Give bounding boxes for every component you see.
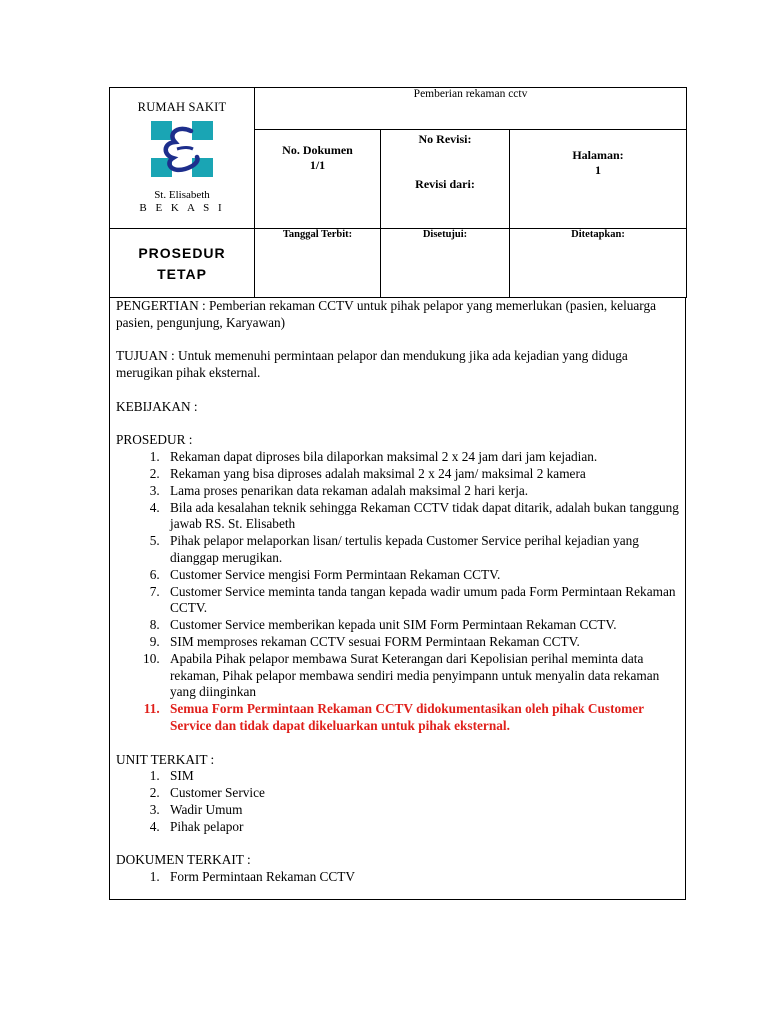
revision-cell xyxy=(381,129,510,228)
prosedur-item: 2. Rekaman yang bisa diproses adalah maksimal 2 x 24 jam/ maksimal 2 kamera xyxy=(163,466,680,483)
dokumen-label: DOKUMEN TERKAIT : xyxy=(116,852,251,868)
unit-item: 3. Wadir Umum xyxy=(163,802,680,819)
procedure-body xyxy=(109,298,686,900)
procedure-title-line2: TETAP xyxy=(157,266,207,282)
unit-item: 1. SIM xyxy=(163,768,680,785)
procedure-title-cell xyxy=(110,229,255,298)
prosedur-item: 6. Customer Service mengisi Form Permintaan Rekaman CCTV. xyxy=(163,567,680,584)
dokumen-list xyxy=(116,869,680,886)
header-table xyxy=(109,87,687,298)
unit-item: 4. Pihak pelapor xyxy=(163,819,680,836)
prosedur-item: 1. Rekaman dapat diproses bila dilaporkan maksimal 2 x 24 jam dari jam kejadian. xyxy=(163,449,680,466)
document-title: Pemberian rekaman cctv xyxy=(255,88,687,130)
kebijakan-label: KEBIJAKAN : xyxy=(116,398,198,414)
unit-label: UNIT TERKAIT : xyxy=(116,751,215,767)
prosedur-label: PROSEDUR : xyxy=(116,432,193,448)
doc-number-label: No. Dokumen xyxy=(282,142,353,157)
page-cell xyxy=(510,129,687,228)
pengertian-text: PENGERTIAN : Pemberian rekaman CCTV untuk pihak pelapor yang memerlukan (pasien, keluarga pasien, pengunjung, Karyawan) xyxy=(116,298,657,330)
doc-number-cell xyxy=(255,129,381,228)
prosedur-item: 8. Customer Service memberikan kepada unit SIM Form Permintaan Rekaman CCTV. xyxy=(163,617,680,634)
procedure-sheet xyxy=(109,87,686,900)
prosedur-item: 5. Pihak pelapor melaporkan lisan/ tertulis kepada Customer Service perihal kejadian yang dianggap merugikan. xyxy=(163,533,680,567)
prosedur-item: 7. Customer Service meminta tanda tangan kepada wadir umum pada Form Permintaan Rekaman CCTV. xyxy=(163,584,680,618)
hospital-label: RUMAH SAKIT xyxy=(137,100,227,114)
hospital-logo xyxy=(151,121,213,177)
hospital-cell xyxy=(110,88,255,229)
doc-number-value: 1/1 xyxy=(309,157,326,172)
prosedur-item: 3. Lama proses penarikan data rekaman adalah maksimal 2 hari kerja. xyxy=(163,483,680,500)
prosedur-item: 9. SIM memproses rekaman CCTV sesuai FORM Permintaan Rekaman CCTV. xyxy=(163,634,680,651)
issue-date-label: Tanggal Terbit: xyxy=(255,229,381,298)
dokumen-item: 1. Form Permintaan Rekaman CCTV xyxy=(163,869,680,886)
established-label: Ditetapkan: xyxy=(510,229,687,298)
approved-label: Disetujui: xyxy=(381,229,510,298)
cross-logo-icon xyxy=(151,121,213,177)
prosedur-item: 4. Bila ada kesalahan teknik sehingga Rekaman CCTV tidak dapat ditarik, adalah bukan tanggung jawab RS. St. Elisabeth xyxy=(163,500,680,534)
prosedur-item-highlight: 11. Semua Form Permintaan Rekaman CCTV didokumentasikan oleh pihak Customer Service dan tidak dapat dikeluarkan untuk pihak eksternal. xyxy=(163,701,680,735)
site-name: St. Elisabeth xyxy=(154,189,210,201)
unit-list xyxy=(116,768,680,835)
page-label: Halaman: xyxy=(572,147,624,162)
procedure-title-line1: PROSEDUR xyxy=(138,245,226,261)
revision-label: No Revisi: xyxy=(418,131,472,146)
prosedur-item: 10. Apabila Pihak pelapor membawa Surat Keterangan dari Kepolisian perihal meminta data rekaman, Pihak pelapor membawa sendiri media penyimpann untuk menyalin data rekaman yang diinginkan xyxy=(163,651,680,701)
revision-from-label: Revisi dari: xyxy=(415,176,475,191)
prosedur-list xyxy=(116,449,680,735)
unit-item: 2. Customer Service xyxy=(163,785,680,802)
site-city: B E K A S I xyxy=(139,202,225,214)
tujuan-text: TUJUAN : Untuk memenuhi permintaan pelapor dan mendukung jika ada kejadian yang diduga merugikan pihak eksternal. xyxy=(116,348,628,381)
page-value: 1 xyxy=(595,162,601,177)
